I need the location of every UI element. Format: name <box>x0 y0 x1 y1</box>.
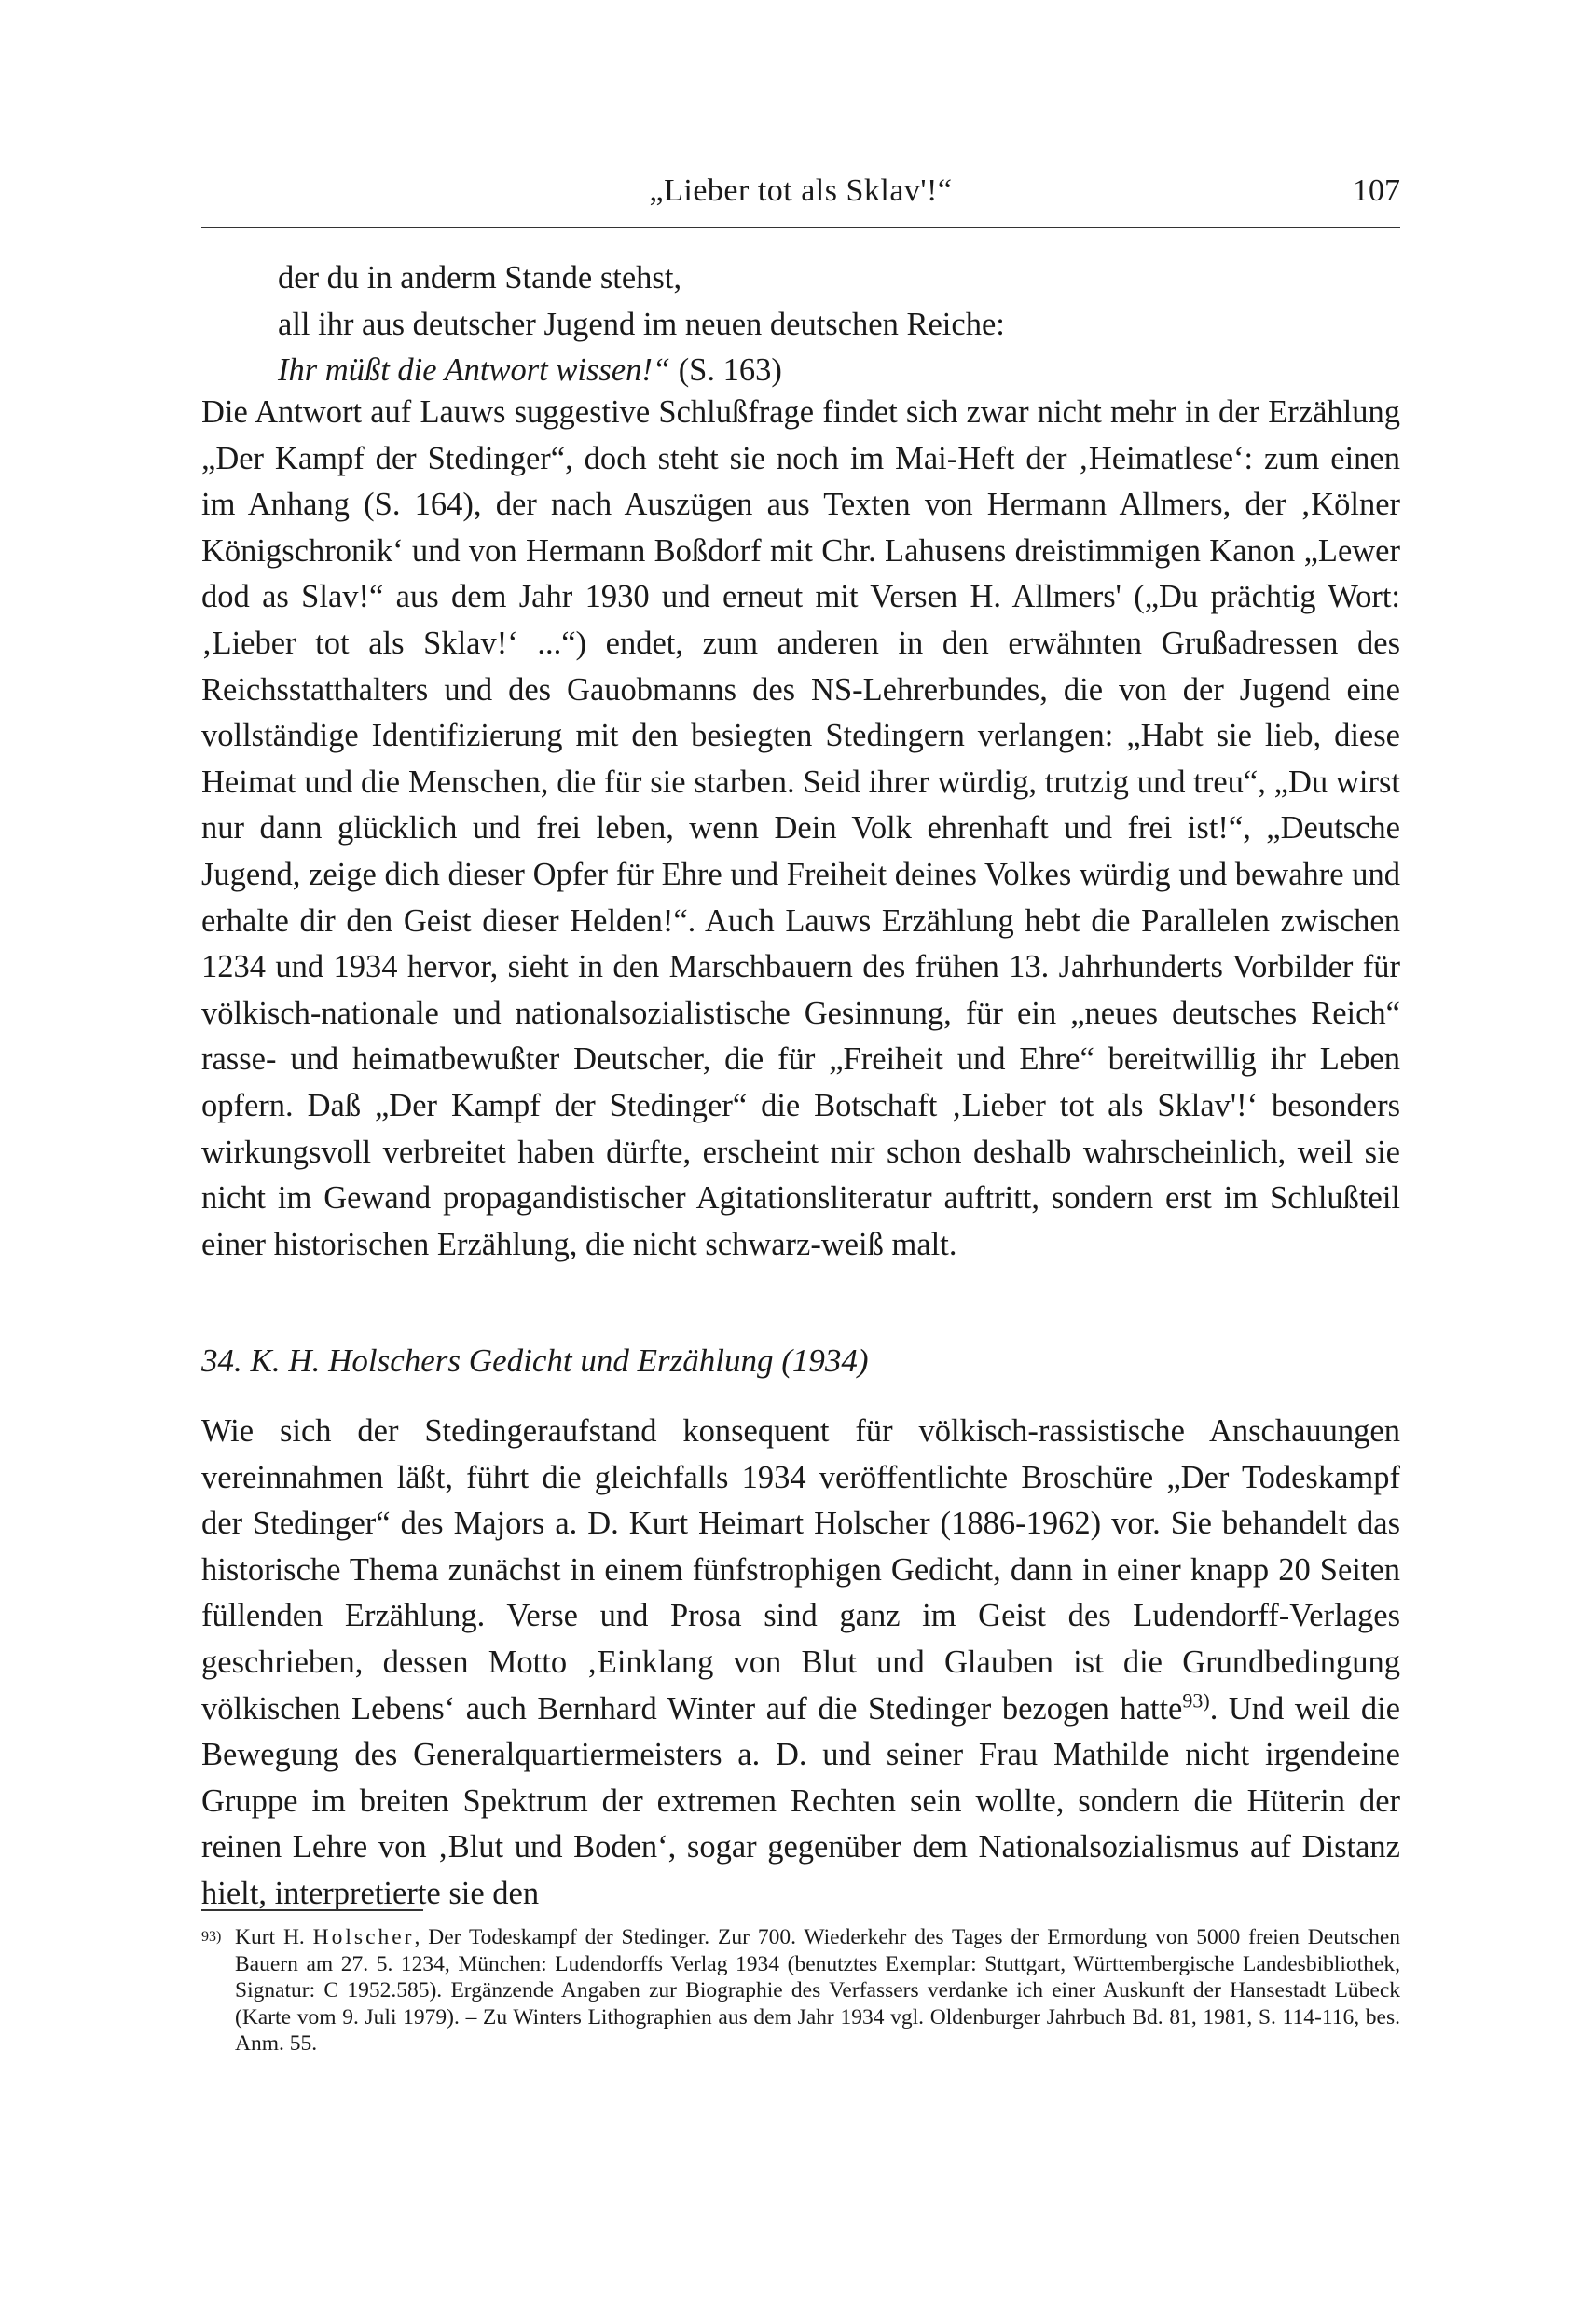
verse-line: all ihr aus deutscher Jugend im neuen deutschen Reiche: <box>278 306 1005 342</box>
page-number: 107 <box>1353 173 1400 208</box>
verse-quote <box>278 255 1400 394</box>
verse-line: der du in anderm Stande stehst, <box>278 260 682 296</box>
body-paragraph: Die Antwort auf Lauws suggestive Schlußfrage findet sich zwar nicht mehr in der Erzählung „Der Kampf der Stedinger“, doch steht sie noch im Mai-Heft der ‚Heimatlese‘: zum einen im Anhang (S. 164), der nach Auszügen aus Texten von Hermann Allmers, der ‚Kölner Königschronik‘ und von Hermann Boßdorf mit Chr. Lahusens dreistimmigen Kanon „Lewer dod as Slav!“ aus dem Jahr 1930 und erneut mit Versen H. Allmers' („Du prächtig Wort: ‚Lieber tot als Sklav!‘ ...“) endet, zum anderen in den erwähnten Grußadressen des Reichsstatthalters und des Gauobmanns des NS-Lehrerbundes, die von der Jugend eine vollständige Identifizierung mit den besiegten Stedingern verlangen: „Habt sie lieb, diese Heimat und die Menschen, die für sie starben. Seid ihrer würdig, trutzig und treu“, „Du wirst nur dann glücklich und frei leben, wenn Dein Volk ehrenhaft und frei ist!“, „Deutsche Jugend, zeige dich dieser Opfer für Ehre und Freiheit deines Volkes würdig und bewahre und erhalte dir den Geist dieser Helden!“. Auch Lauws Erzählung hebt die Parallelen zwischen 1234 und 1934 hervor, sieht in den Marschbauern des frühen 13. Jahrhunderts Vorbilder für völkisch-nationale und nationalsozialistische Gesinnung, für ein „neues deutsches Reich“ rasse- und heimatbewußter Deutscher, die für „Freiheit und Ehre“ bereitwillig ihr Leben opfern. Daß „Der Kampf der Stedinger“ die Botschaft ‚Lieber tot als Sklav'!‘ besonders wirkungsvoll verbreitet haben dürfte, erscheint mir schon deshalb wahrscheinlich, weil sie nicht im Gewand propagandistischer Agitationsliteratur auftritt, sondern erst im Schlußteil einer historischen Erzählung, die nicht schwarz-weiß malt. <box>201 394 1400 1262</box>
verse-line <box>278 348 1400 394</box>
footnote-body: , Der Todeskampf der Stedinger. Zur 700. Wiederkehr des Tages der Ermordung von 5000 freien Deutschen Bauern am 27. 5. 1234, München: Ludendorffs Verlag 1934 (benutztes Exemplar: Stuttgart, Württembergische Landesbibliothek, Signatur: C 1952.585). Ergänzende Angaben zur Biographie des Verfassers verdanke ich einer Auskunft der Hansestadt Lübeck (Karte vom 9. Juli 1979). – Zu Winters Lithographien aus dem Jahr 1934 vgl. Oldenburger Jahrbuch Bd. 81, 1981, S. 114-116, bes. Anm. 55. <box>235 1925 1400 2056</box>
footnote-author-prefix: Kurt H. <box>235 1925 313 1949</box>
running-header <box>201 173 1400 220</box>
footnote <box>201 1924 1400 2057</box>
footnote-reference[interactable]: 93) <box>1182 1688 1210 1713</box>
verse-italic: Ihr müßt die Antwort wissen!“ <box>278 352 671 388</box>
section-heading: 34. K. H. Holschers Gedicht und Erzählung (1934) <box>201 1342 869 1379</box>
body-paragraph <box>201 1409 1400 1918</box>
header-rule <box>201 227 1400 228</box>
running-title: „Lieber tot als Sklav'!“ <box>649 173 953 208</box>
footnote-rule <box>201 1909 423 1911</box>
footnote-text <box>235 1924 1400 2057</box>
footnote-mark: 93) <box>201 1929 222 1945</box>
paragraph-text: . Und weil die Bewegung des Generalquartiermeisters a. D. und seiner Frau Mathilde nicht irgendeine Gruppe im breiten Spektrum der extremen Rechten sein wollte, sondern die Hüterin der reinen Lehre von ‚Blut und Boden‘, sogar gegenüber dem Nationalsozialismus auf Distanz hielt, interpretierte sie den <box>201 1690 1400 1911</box>
verse-citation: (S. 163) <box>670 352 782 388</box>
footnote-author: Holscher <box>312 1925 415 1949</box>
paragraph-text: Wie sich der Stedingeraufstand konsequent für völkisch-rassistische Anschauungen vereinnahmen läßt, führt die gleichfalls 1934 veröffentlichte Broschüre „Der Todeskampf der Stedinger“ des Majors a. D. Kurt Heimart Holscher (1886-1962) vor. Sie behandelt das historische Thema zunächst in einem fünfstrophigen Gedicht, dann in einer knapp 20 Seiten füllenden Erzählung. Verse und Prosa sind ganz im Geist des Ludendorff-Verlages geschrieben, dessen Motto ‚Einklang von Blut und Glauben ist die Grundbedingung völkischen Lebens‘ auch Bernhard Winter auf die Stedinger bezogen hatte <box>201 1413 1400 1727</box>
